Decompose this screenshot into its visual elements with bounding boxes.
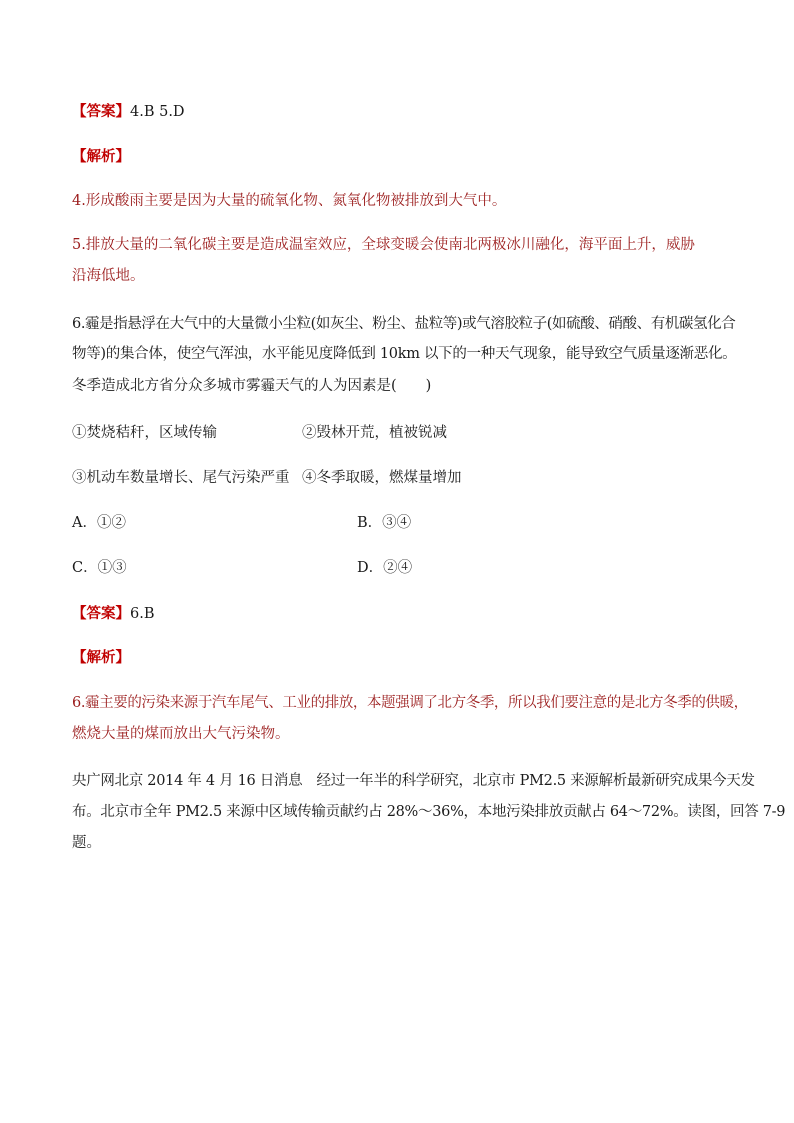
q6-item-4: ④冬季取暖，燃煤量增加	[302, 470, 462, 486]
q6-stem-line3: 冬季造成北方省分众多城市雾霾天气的人为因素是( )	[72, 378, 432, 394]
passage-line3: 题。	[72, 835, 101, 851]
explain-6-line2: 燃烧大量的煤而放出大气污染物。	[72, 726, 290, 742]
analysis-tag: 【解析】	[72, 149, 130, 165]
q6-item-2: ②毁林开荒，植被锐减	[302, 425, 447, 441]
explain-5-line1: 5.排放大量的二氧化碳主要是造成温室效应，全球变暖会使南北两极冰川融化，海平面上升，威胁	[72, 237, 695, 253]
answer-line-6	[72, 605, 155, 623]
answer-line-4-5	[72, 103, 185, 121]
q6-stem-line1: 6.霾是指悬浮在大气中的大量微小尘粒(如灰尘、粉尘、盐粒等)或气溶胶粒子(如硫酸、硝酸、有机碳氢化合	[72, 316, 736, 332]
q6-option-a: A．①②	[72, 515, 126, 531]
passage-line2: 布。北京市全年 PM2.5 来源中区域传输贡献约占 28%～36%，本地污染排放贡献占 64～72%。读图，回答 7-9	[72, 804, 786, 820]
answer-tag: 【答案】	[72, 606, 130, 622]
q6-option-d: D．②④	[357, 560, 413, 576]
analysis-tag: 【解析】	[72, 650, 130, 666]
q6-stem-line2: 物等)的集合体，使空气浑浊，水平能见度降低到 10km 以下的一种天气现象，能导致空气质量逐渐恶化。	[72, 346, 737, 362]
explain-5-line2: 沿海低地。	[72, 268, 145, 284]
explain-6-line1: 6.霾主要的污染来源于汽车尾气、工业的排放，本题强调了北方冬季，所以我们要注意的是北方冬季的供暖，	[72, 695, 748, 711]
passage-line1: 央广网北京 2014 年 4 月 16 日消息 经过一年半的科学研究，北京市 PM2.5 来源解析最新研究成果今天发	[72, 773, 755, 789]
answer-tag: 【答案】	[72, 104, 130, 120]
q6-option-c: C．①③	[72, 560, 127, 576]
answer-value: 4.B 5.D	[130, 104, 185, 120]
q6-item-3: ③机动车数量增长、尾气污染严重	[72, 470, 290, 486]
explain-4: 4.形成酸雨主要是因为大量的硫氧化物、氮氧化物被排放到大气中。	[72, 193, 507, 209]
q6-option-b: B．③④	[357, 515, 412, 531]
answer-value: 6.B	[130, 606, 155, 622]
q6-item-1: ①焚烧秸秆，区域传输	[72, 425, 217, 441]
